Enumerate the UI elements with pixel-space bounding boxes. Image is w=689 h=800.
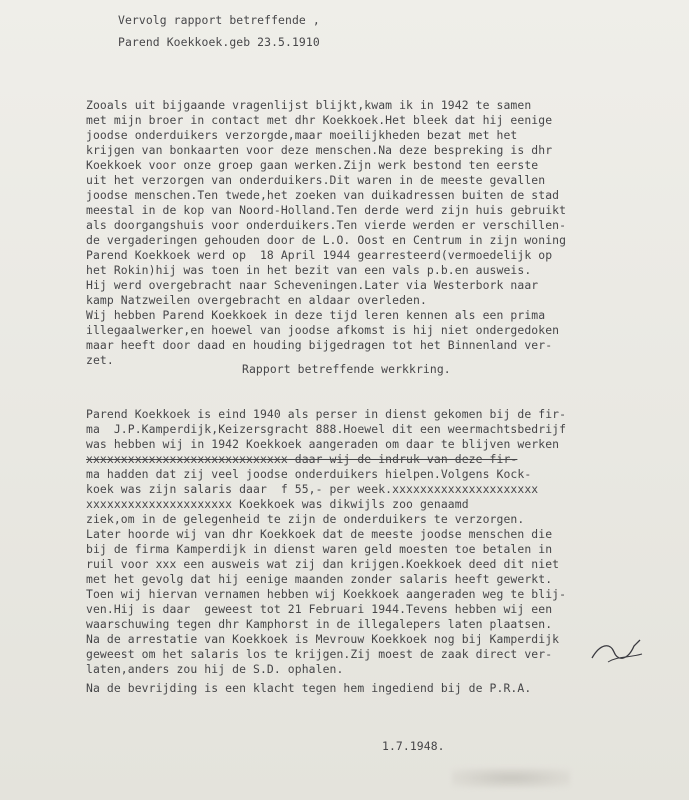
paragraph-line: met mijn broer in contact met dhr Koekkoek.Het bleek dat hij eenige — [86, 113, 553, 127]
paragraph-line: laten,anders zou hij de S.D. ophalen. — [86, 662, 344, 676]
paragraph-line: illegaalwerker,en hoewel van joodse afkomst is hij niet ondergedoken — [86, 323, 560, 337]
paragraph-line: Parend Koekkoek is eind 1940 als perser in dienst gekomen bij de fir- — [86, 407, 567, 421]
paragraph-line: xxxxxxxxxxxxxxxxxxxxx Koekkoek was dikwijls zoo genaamd — [86, 497, 469, 511]
paragraph-line: bij de firma Kamperdijk in dienst waren geld moesten toe betalen in — [86, 542, 553, 556]
paragraph-line: joodse menschen.Ten twede,het zoeken van duikadressen buiten de stad — [86, 188, 560, 202]
header-line-1: Vervolg rapport betreffende , — [118, 13, 320, 27]
paragraph-line: Parend Koekkoek werd op 18 April 1944 gearresteerd(vermoedelijk op — [86, 248, 553, 262]
paragraph-line: met het gevolg dat hij eenige maanden zonder salaris heeft gewerkt. — [86, 572, 553, 586]
paragraph-line: Later hoorde wij van dhr Koekkoek dat de meeste joodse menschen die — [86, 527, 553, 541]
paragraph-line: Na de arrestatie van Koekkoek is Mevrouw Koekkoek nog bij Kamperdijk — [86, 632, 560, 646]
paragraph-line: ma hadden dat zij veel joodse onderduikers hielpen.Volgens Kock- — [86, 467, 532, 481]
redacted-signature — [452, 768, 570, 788]
paragraph-line: was hebben wij in 1942 Koekkoek aangeraden om daar te blijven werken — [86, 437, 560, 451]
paragraph-line: kamp Natzweilen overgebracht en aldaar overleden. — [86, 293, 427, 307]
paragraph-line: Toen wij hiervan vernamen hebben wij Koekkoek aangeraden weg te blij- — [86, 587, 567, 601]
paragraph-line: ziek,om in de gelegenheid te zijn de onderduikers te verzorgen. — [86, 512, 525, 526]
paragraph-line: Hij werd overgebracht naar Scheveningen.Later via Westerbork naar — [86, 278, 539, 292]
paragraph-line: uit het verzorgen van onderduikers.Dit waren in de meeste gevallen — [86, 173, 546, 187]
paragraph-line: Wij hebben Parend Koekkoek in deze tijd leren kennen als een prima — [86, 308, 546, 322]
paragraph-line: maar heeft door daad en houding bijgedragen tot het Binnenland ver- — [86, 338, 553, 352]
handwritten-initial-mark — [588, 636, 646, 666]
document-date: 1.7.1948. — [382, 739, 445, 753]
section-heading: Rapport betreffende werkkring. — [242, 362, 451, 376]
paragraph-line: de vergaderingen gehouden door de L.O. Oost en Centrum in zijn woning — [86, 233, 567, 247]
paragraph-line: geweest om het salaris los te krijgen.Zij moest de zaak direct ver- — [86, 647, 553, 661]
paragraph-line: als doorgangshuis voor onderduikers.Ten vierde werden er verschillen- — [86, 218, 567, 232]
paragraph-line: koek was zijn salaris daar f 55,- per week.xxxxxxxxxxxxxxxxxxxxx — [86, 482, 539, 496]
paragraph-line: joodse onderduikers verzorgde,maar moeilijkheden bezat met het — [86, 128, 518, 142]
paragraph-line: Zooals uit bijgaande vragenlijst blijkt,kwam ik in 1942 te samen — [86, 98, 532, 112]
paragraph-line: meestal in de kop van Noord-Holland.Ten derde werd zijn huis gebruikt — [86, 203, 567, 217]
paragraph-line: Na de bevrijding is een klacht tegen hem ingediend bij de P.R.A. — [86, 681, 532, 695]
paragraph-line: ven.Hij is daar geweest tot 21 Februari 1944.Tevens hebben wij een — [86, 602, 553, 616]
paragraph-line: waarschuwing tegen dhr Kamphorst in de illegalepers laten plaatsen. — [86, 617, 553, 631]
paragraph-line: het Rokin)hij was toen in het bezit van een vals p.b.en ausweis. — [86, 263, 532, 277]
paragraph-line: Koekkoek voor onze groep gaan werken.Zijn werk bestond ten eerste — [86, 158, 539, 172]
header-line-2: Parend Koekkoek.geb 23.5.1910 — [118, 35, 320, 49]
paragraph-line: krijgen van bonkaarten voor deze menschen.Na deze bespreking is dhr — [86, 143, 553, 157]
paragraph-line: ruil voor xxx een ausweis wat zij dan krijgen.Koekkoek deed dit niet — [86, 557, 560, 571]
paragraph-line: ma J.P.Kamperdijk,Keizersgracht 888.Hoewel dit een weermachtsbedrijf — [86, 422, 567, 436]
struck-out-line: xxxxxxxxxxxxxxxxxxxxxxxxxxxxx daar wij de indruk van deze fir- — [86, 452, 518, 466]
paragraph-line: zet. — [86, 353, 114, 367]
